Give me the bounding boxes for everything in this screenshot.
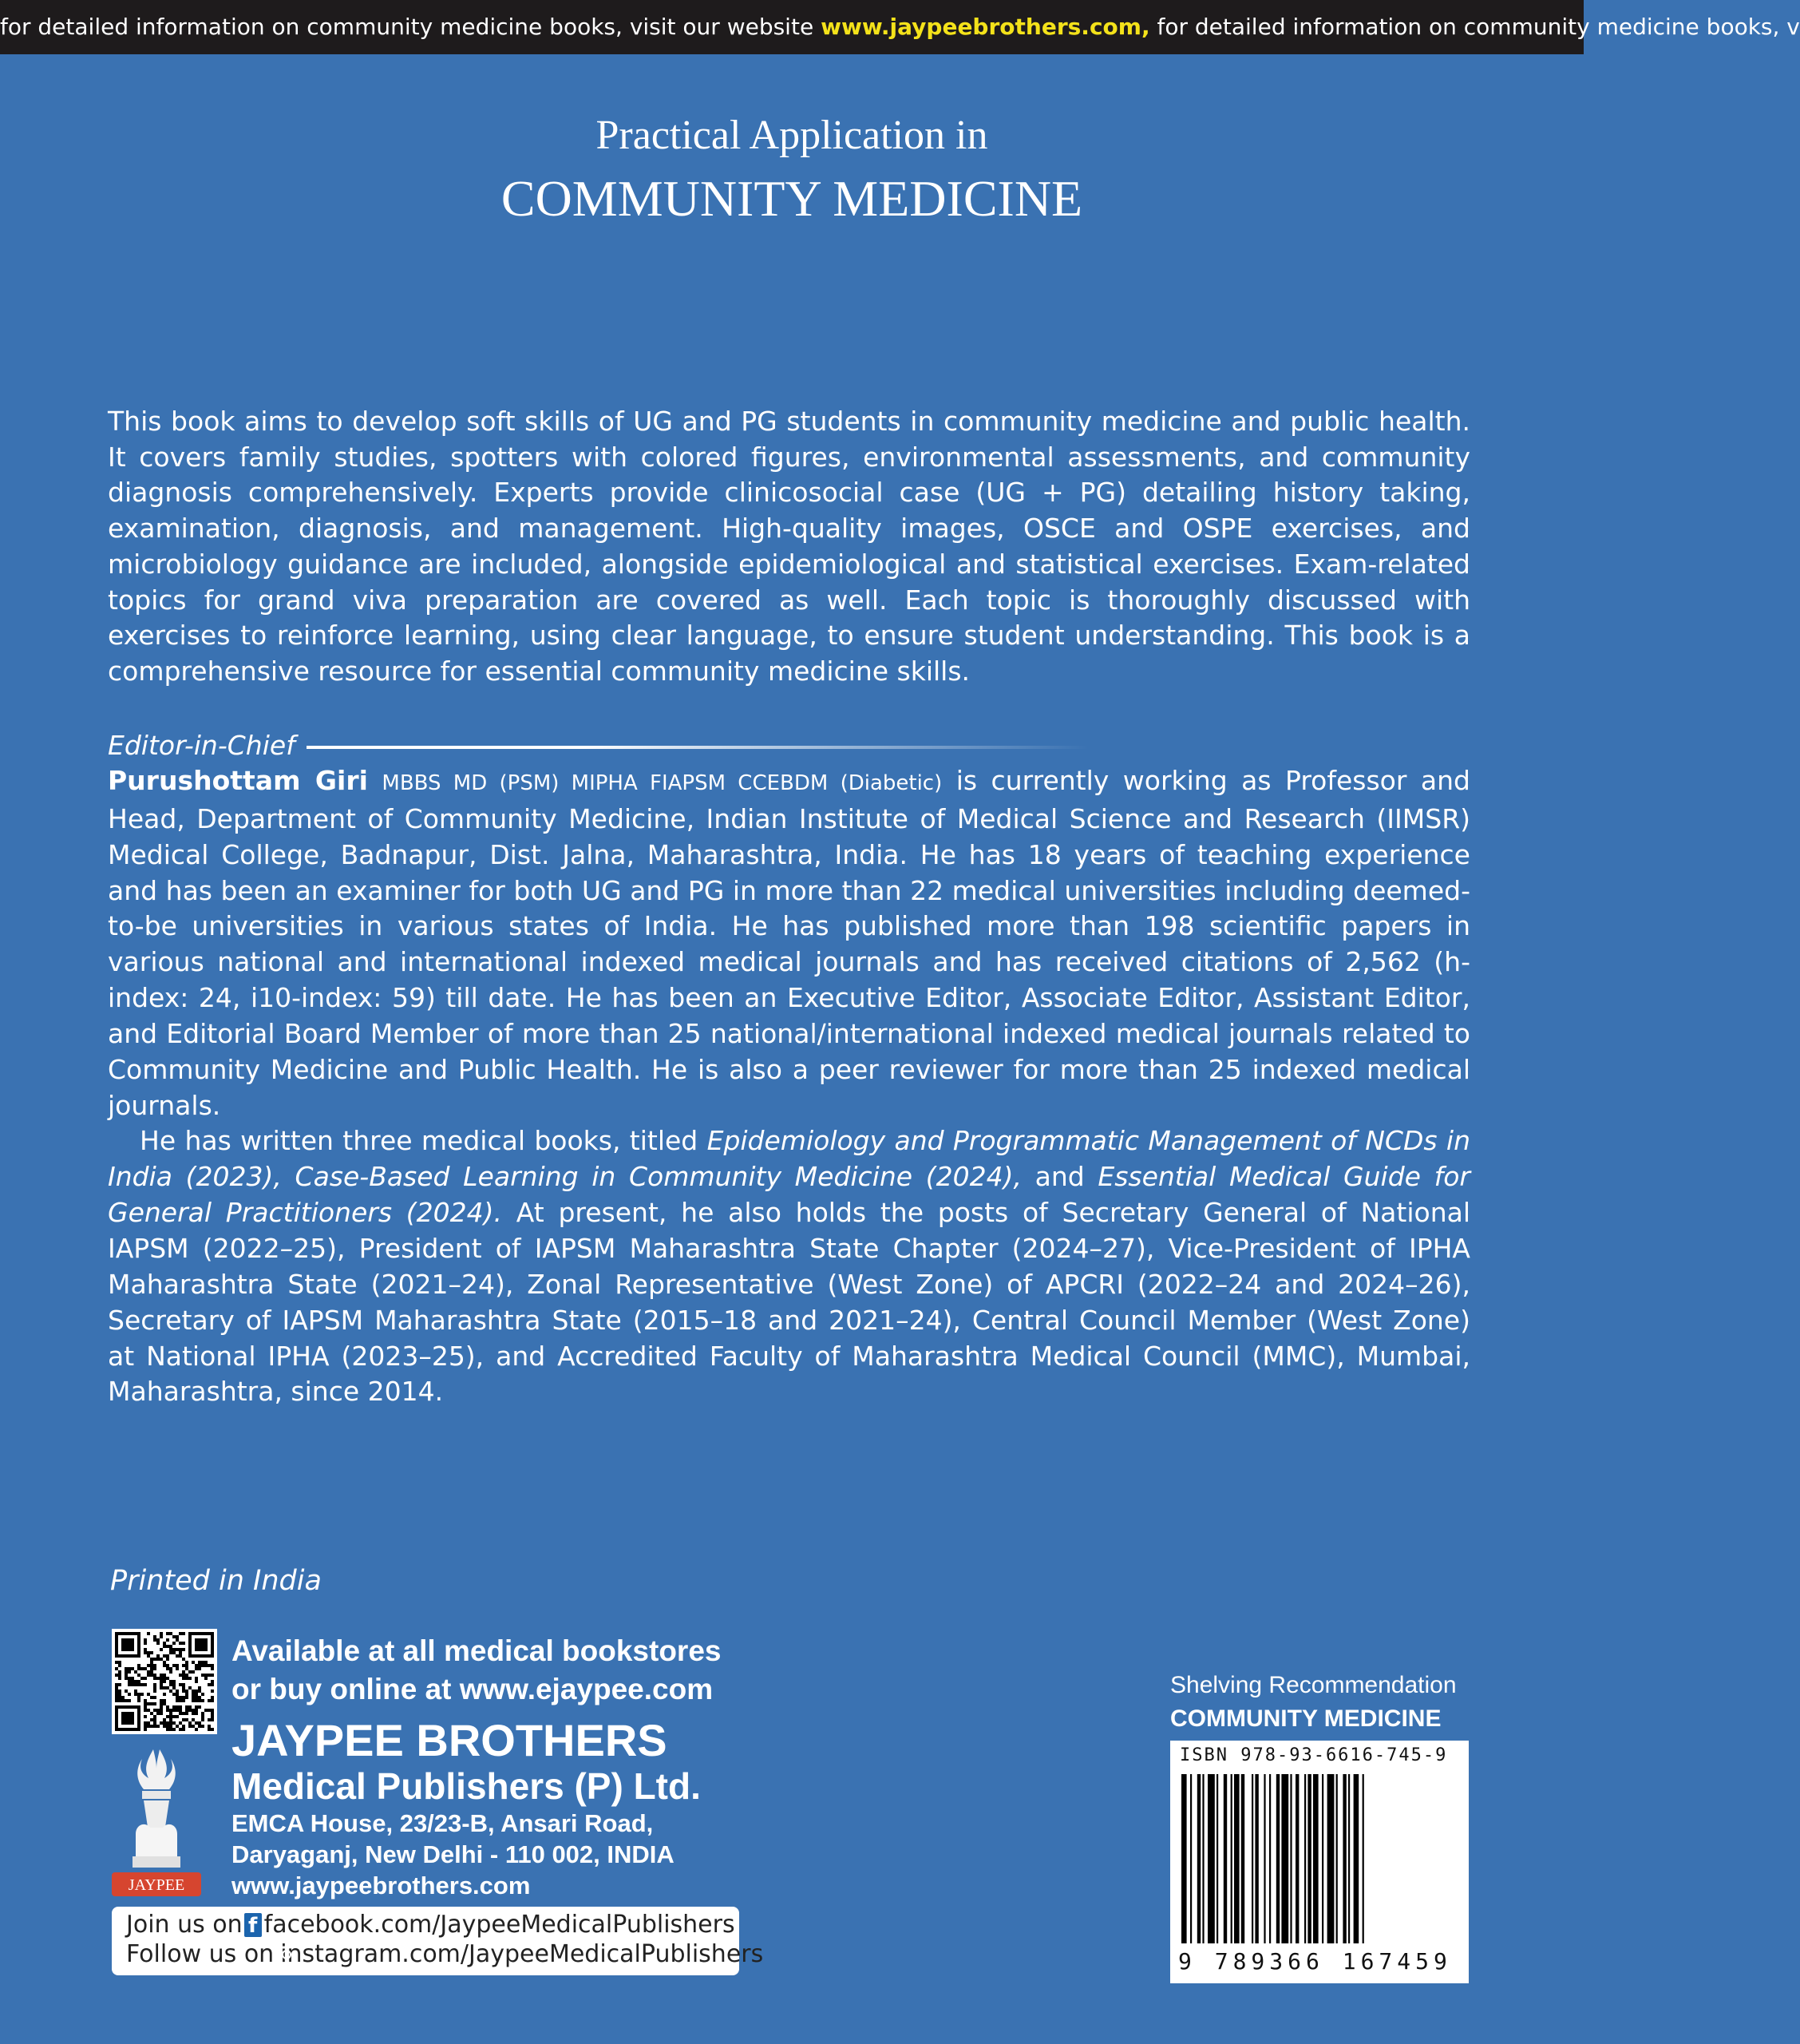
availability-text [231, 1632, 721, 1709]
bio-text-2b: and [1021, 1161, 1098, 1193]
facebook-prefix: Join us on [126, 1911, 243, 1939]
bio-paragraph-1 [108, 763, 1470, 1123]
bio-text-1: is currently working as Professor and Head, Department of Community Medicine, Indian Institute of Medical Science and Research (IIMSR) Medical College, Badnapur, Dist. Jalna, Maharashtra, India. He has 18 years of teaching experience and has been an examiner for both UG and PG in more than 22 medical universities including deemed-to-be universities in various states of India. He has published more than 198 scientific papers in various national and international indexed medical journals and has received citations of 2,562 (h-index: 24, i10-index: 59) till date. He has been an Executive Editor, Associate Editor, Assistant Editor, and Editorial Board Member of more than 25 national/international indexed medical journals related to Community Medicine and Public Health. He is also a peer reviewer for more than 25 indexed medical journals. [108, 765, 1470, 1121]
role-divider-line [307, 746, 1089, 749]
editor-bio [108, 763, 1470, 1410]
barcode-digits: 9 789366 167459 [1178, 1948, 1452, 1975]
publisher-name-2: Medical Publishers (P) Ltd. [231, 1765, 701, 1807]
social-links-box [112, 1907, 764, 1975]
publisher-address-1: EMCA House, 23/23-B, Ansari Road, [231, 1809, 654, 1837]
availability-line-1: Available at all medical bookstores [231, 1634, 722, 1667]
bio-text-2a: He has written three medical books, titled [140, 1125, 707, 1157]
publisher-block [231, 1717, 701, 1901]
jaypee-torch-logo-icon [112, 1745, 201, 1896]
ticker-text: for detailed information on community medicine books, visit our website [0, 14, 821, 40]
qr-code-graphic [112, 1629, 217, 1734]
ticker-website-link[interactable]: www.jaypeebrothers.com, [821, 14, 1150, 40]
bio-paragraph-2 [108, 1123, 1470, 1410]
instagram-row[interactable] [126, 1939, 764, 1969]
book-titles-1: Epidemiology and Programmatic Management of NCDs in India (2023), Case-Based Learning in Community Medicine (2024), [108, 1125, 1470, 1193]
shelving-label: Shelving Recommendation [1170, 1672, 1457, 1698]
editor-role-label: Editor-in-Chief [108, 730, 295, 761]
book-title-2: Essential Medical Guide for General Practitioners (2024). [108, 1161, 1470, 1229]
bio-text-2c: At present, he also holds the posts of Secretary General of National IAPSM (2022–25), President of IAPSM Maharashtra State Chapter (2024–27), Vice-President of IPHA Maharashtra State (2021–24), Zonal Representative (West Zone) of APCRI (2022–24 and 2024–26), Secretary of IAPSM Maharashtra State (2015–18 and 2021–24), Central Council Member (West Zone) at National IPHA (2023–25), and Accredited Faculty of Maharashtra Medical Council (MMC), Mumbai, Maharashtra, since 2014. [108, 1197, 1470, 1408]
facebook-link[interactable]: facebook.com/JaypeeMedicalPublishers [263, 1911, 735, 1939]
top-ticker-banner [0, 0, 1800, 54]
title-line-1: Practical Application in [595, 113, 988, 158]
editor-role-heading [108, 728, 1089, 763]
facebook-row[interactable] [126, 1910, 739, 1939]
title-line-2: COMMUNITY MEDICINE [500, 170, 1083, 227]
barcode-bars [1178, 1774, 1461, 1943]
publisher-website-link[interactable]: www.jaypeebrothers.com [231, 1872, 531, 1899]
qr-code[interactable] [112, 1629, 217, 1734]
facebook-icon: f [244, 1913, 262, 1937]
isbn-barcode [1170, 1741, 1469, 1983]
shelving-category: COMMUNITY MEDICINE [1170, 1705, 1442, 1732]
instagram-prefix: Follow us on [126, 1940, 275, 1968]
publisher-address-2: Daryaganj, New Delhi - 110 002, INDIA [231, 1840, 675, 1868]
ticker-text-repeat: for detailed information on community medicine books, v [1149, 14, 1800, 40]
isbn-number: ISBN 978-93-6616-745-9 [1180, 1745, 1448, 1765]
printed-in-label: Printed in India [110, 1565, 322, 1597]
logo-text: JAYPEE [128, 1876, 185, 1894]
instagram-link[interactable]: instagram.com/JaypeeMedicalPublishers [280, 1940, 764, 1968]
shelving-recommendation [1170, 1669, 1457, 1736]
editor-qualifications: MBBS MD (PSM) MIPHA FIAPSM CCEBDM (Diabetic) [382, 771, 943, 795]
publisher-name-1: JAYPEE BROTHERS [231, 1715, 667, 1765]
book-description: This book aims to develop soft skills of UG and PG students in community medicine and public health. It covers family studies, spotters with colored figures, environmental assessments, and community diagnosis comprehensively. Experts provide clinicosocial case (UG + PG) detailing history taking, examination, diagnosis, and management. High-quality images, OSCE and OSPE exercises, and microbiology guidance are included, alongside epidemiological and statistical exercises. Exam-related topics for grand viva preparation are covered as well. Each topic is thoroughly discussed with exercises to reinforce learning, using clear language, to ensure student understanding. This book is a comprehensive resource for essential community medicine skills. [108, 406, 1470, 687]
editor-name: Purushottam Giri [108, 765, 368, 796]
availability-line-2[interactable]: or buy online at www.ejaypee.com [231, 1673, 714, 1705]
